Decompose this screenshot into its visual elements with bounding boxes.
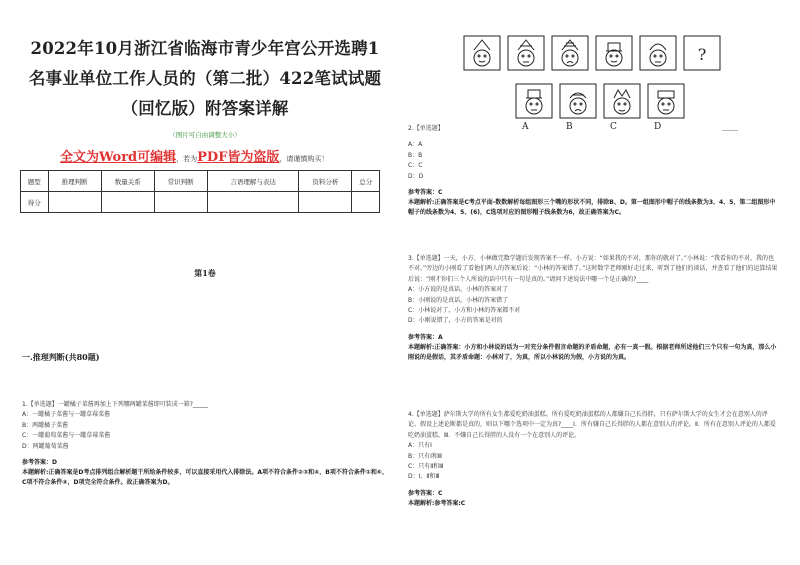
document-title (10, 34, 400, 124)
option-row (516, 84, 684, 118)
option-letter: B (566, 122, 573, 132)
analysis: 本题解析:参考答案:C (408, 499, 466, 507)
option-letter: A (522, 122, 529, 132)
section-heading: 一.推理判断(共80题) (22, 352, 100, 362)
option: D：D (408, 172, 424, 180)
score-header: 总分 (352, 171, 380, 192)
option: A：只有Ⅰ (408, 442, 432, 450)
score-cell[interactable] (352, 192, 380, 213)
title-line: 2022年10月浙江省临海市青少年宫公开选聘1 (30, 39, 380, 58)
option: A：一罐橘子菜酱与一罐草莓菜酱 (22, 411, 111, 419)
score-header: 资料分析 (299, 171, 352, 192)
answer: 参考答案：C (408, 489, 443, 497)
score-cell[interactable] (48, 192, 101, 213)
score-table (20, 170, 380, 213)
score-header: 数量关系 (101, 171, 154, 192)
score-row (21, 192, 380, 213)
option: C：C (408, 162, 423, 170)
option: D：两罐葡萄菜酱 (22, 442, 69, 450)
option-letter: D (654, 122, 662, 132)
score-cell[interactable] (154, 192, 207, 213)
option: D：小刚说错了，小方的答案是对的 (408, 317, 503, 325)
svg-text:?: ? (697, 45, 707, 64)
analysis: 本题解析:正确答案是C考点平面-数数解析每组图形三个嘴的形状不同，排除B、D。第一组图形中帽子的线条数为3、4、5，第二组图形中帽子的线条数为4、5、(6)，C选项对应的图形帽子线条数为6，故正确答案为C。 (408, 199, 776, 217)
notice-tail: ，请谨慎购买！ (279, 155, 329, 163)
analysis: 本题解析:正确答案：小方和小林说的话为一对充分条件假言命题的矛盾命题，必有一真一假。根据老师所述他们三个只有一句为真，那么小刚说的是假话，其矛盾命题：小林对了，为真，所以小林说的为假，小方说的为真。 (408, 343, 777, 361)
score-cell[interactable] (299, 192, 352, 213)
option: D：Ⅰ、Ⅱ和Ⅲ (408, 473, 440, 481)
title-line: 名事业单位工作人员的（第二批）422笔试试题 (28, 69, 382, 88)
notice-sep: ，若为 (176, 155, 198, 163)
volume-heading: 第1卷 (194, 268, 216, 278)
score-header: 言语理解与表达 (207, 171, 298, 192)
face-puzzle-figure (462, 34, 782, 126)
question-3 (408, 254, 778, 363)
score-header: 题型 (21, 171, 49, 192)
answer-blank: ____ (722, 122, 738, 131)
top-row (464, 36, 720, 70)
score-header: 常识判断 (154, 171, 207, 192)
pdf-notice: PDF皆为盗版 (197, 150, 280, 165)
score-header: 推理判断 (48, 171, 101, 192)
analysis: 本题解析:正确答案是D考点排列组合解析题干所给条件较多，可以直接采用代入排除法。A项不符合条件②③和④，B项不符合条件①和⑥，C项不符合条件④，D项完全符合条件。故正确答案为D。 (22, 469, 388, 487)
question-4 (408, 410, 778, 509)
score-cell[interactable] (207, 192, 298, 213)
score-header-row (21, 171, 380, 192)
option: B：小刚说的是真话，小林的答案错了 (408, 296, 509, 304)
option: C：只有Ⅱ和Ⅲ (408, 463, 444, 471)
score-cell[interactable] (101, 192, 154, 213)
image-note: （图片可自由调整大小） (169, 131, 241, 139)
option: C：一罐葡萄菜酱与一罐草莓菜酱 (22, 432, 111, 440)
title-line: （回忆版）附答案详解 (121, 99, 289, 118)
option: B：B (408, 151, 423, 159)
question-stem: 1.【单选题】一罐橘子菜酱再加上下列哪两罐菜酱即可装成一箱?_____ (22, 401, 208, 408)
score-row-label: 得分 (21, 192, 49, 213)
option: A：小方说的是真话，小林的答案对了 (408, 286, 509, 294)
option: B：两罐橘子菜酱 (22, 421, 69, 429)
answer: 参考答案：A (408, 333, 443, 341)
question-2 (408, 124, 778, 218)
question-1 (22, 400, 392, 488)
question-stem: 4.【单选题】萨尔斯大学的所有女生都爱吃奶油蛋糕。所有爱吃奶油蛋糕的人都嫌自己长得胖，只有萨尔斯大学的女生才会在意别人的评论。假设上述论断都是真的，则以下哪个选项中一定为真?____Ⅰ．所有嫌自己长得胖的人都在意别人的评论。Ⅱ．所有在意别人评论的人都爱吃奶油蛋糕。Ⅲ．不嫌自己长得胖的人没有一个在意别人的评论。 (408, 411, 776, 439)
word-notice: 全文为Word可编辑 (60, 150, 177, 165)
option: A：A (408, 141, 423, 149)
option-letter: C (610, 122, 617, 132)
option: C：小林说对了，小方和小林的答案都不对 (408, 307, 521, 315)
option: B：只有Ⅰ和Ⅲ (408, 452, 443, 460)
answer: 参考答案：C (408, 189, 443, 197)
answer: 参考答案：D (22, 459, 57, 467)
question-stem: 3.【单选题】一天，小方、小林做完数学题后发现答案不一样。小方说：“如果我的不对，那你的就对了。”小林说：“我看你的不对，我的也不对。”旁边的小刚看了看他们两人的答案后说：“小林的答案错了。”这时数学老师刚好走过来，听到了他们的谈话，并查看了他们的运算结果后说：“刚才你们三个人所说的话中只有一句是真的。”请问下述说法中哪一个是正确的?____ (408, 255, 778, 283)
question-stem: 2.【单选题】 (408, 125, 444, 132)
edit-notice (60, 146, 328, 165)
